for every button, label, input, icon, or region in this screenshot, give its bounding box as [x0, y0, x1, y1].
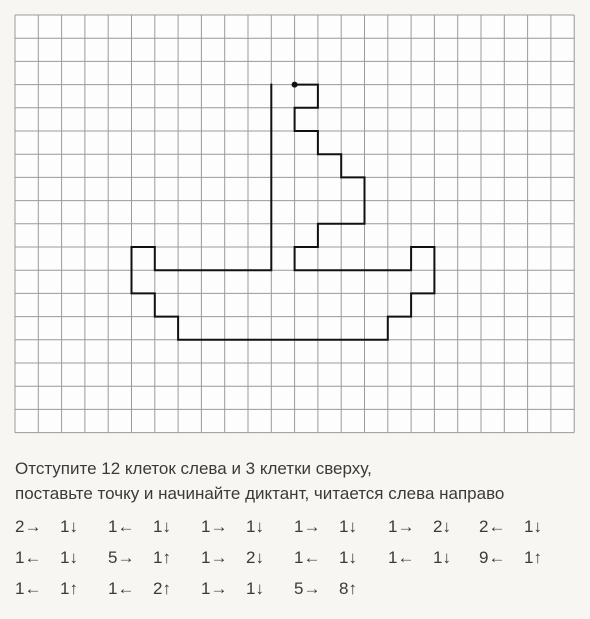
- dictation-step: 1↓: [339, 517, 357, 536]
- dictation-step: 2↑: [153, 579, 171, 598]
- dictation-step: 1↓: [246, 517, 264, 536]
- dictation-step: 1↓: [524, 517, 542, 536]
- dictation-step: 1←: [108, 579, 135, 598]
- dictation-step: 1↑: [60, 579, 78, 598]
- dictation-step: 1↑: [524, 548, 542, 567]
- dictation-step: 5→: [108, 548, 135, 567]
- dictation-step: 2↓: [246, 548, 264, 567]
- dictation-step: 1←: [108, 517, 135, 536]
- dictation-step: 1→: [201, 579, 228, 598]
- dictation-step: 1↓: [246, 579, 264, 598]
- dictation-step: 1←: [15, 579, 42, 598]
- dictation-step: 1↓: [153, 517, 171, 536]
- dictation-step: 9←: [479, 548, 506, 567]
- dictation-step: 1↑: [153, 548, 171, 567]
- dictation-step: 1←: [388, 548, 415, 567]
- dictation-step: 1←: [294, 548, 321, 567]
- start-point-dot: [292, 82, 298, 88]
- dictation-step: 2↓: [433, 517, 451, 536]
- instructions-text: [15, 456, 504, 506]
- instructions-line-1: Отступите 12 клеток слева и 3 клетки сверху,: [15, 459, 372, 478]
- dictation-step: 1→: [201, 548, 228, 567]
- dictation-step: 1↓: [60, 548, 78, 567]
- dictation-step: 1↓: [433, 548, 451, 567]
- dictation-step: 5→: [294, 579, 321, 598]
- dictation-step: 2←: [479, 517, 506, 536]
- dictation-step: 1←: [15, 548, 42, 567]
- dictation-step: 1↓: [339, 548, 357, 567]
- dictation-step: 1↓: [60, 517, 78, 536]
- dictation-step: 1→: [201, 517, 228, 536]
- instructions-line-2: поставьте точку и начинайте диктант, читается слева направо: [15, 484, 505, 503]
- dictation-step: 2→: [15, 517, 42, 536]
- dictation-step: 8↑: [339, 579, 357, 598]
- dictation-step: 1→: [294, 517, 321, 536]
- grid-lines: [15, 15, 574, 433]
- dictation-step: 1→: [388, 517, 415, 536]
